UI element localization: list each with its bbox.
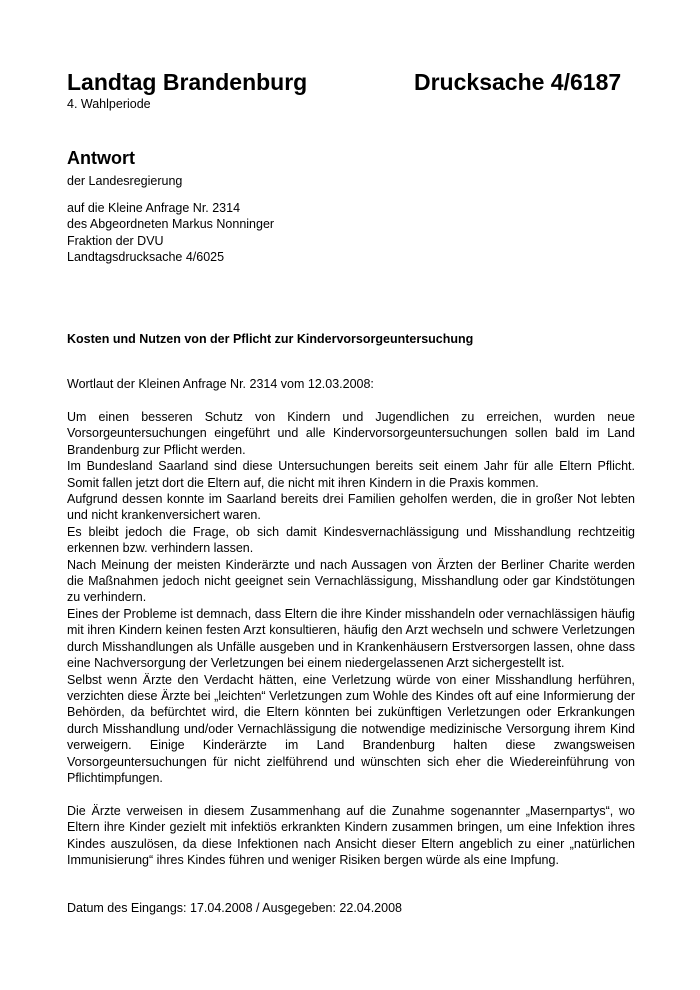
receipt-date-line: Datum des Eingangs: 17.04.2008 / Ausgegeben: 22.04.2008 (67, 901, 402, 915)
body-paragraph: Es bleibt jedoch die Frage, ob sich damit Kindesvernachlässigung und Misshandlung rechtzeitig erkennen bzw. verhindern lassen. (67, 524, 635, 556)
closing-paragraph: Die Ärzte verweisen in diesem Zusammenhang auf die Zunahme sogenannter „Masernpartys“, wo Eltern ihre Kinder gezielt mit infektiös erkrankten Kindern zusammen bringen, um eine Infektion ihres Kindes auszulösen, da diese Infektionen nach Ansicht dieser Eltern angeblich zu einer „natürlichen Immunisierung“ ihres Kindes führen und weniger Risiken bergen würde als eine Impfung. (67, 803, 635, 867)
answer-title: Antwort (67, 148, 135, 168)
body-paragraph: Eines der Probleme ist demnach, dass Eltern die ihre Kinder misshandeln oder vernachlässigen häufig mit ihren Kindern keinen festen Arzt konsultieren, häufig den Arzt wechseln und schwere Verletzungen durch Misshandlungen als Unfälle ausgeben und in Krankenhäusern Erstversorgen lassen, ohne dass eine Nachversorgung der Verletzungen bei einem niedergelassenen Arzt sichergestellt ist. (67, 606, 635, 671)
institution-title: Landtag Brandenburg (67, 69, 308, 95)
body-paragraph: Um einen besseren Schutz von Kindern und Jugendlichen zu erreichen, wurden neue Vorsorgeuntersuchungen eingeführt und alle Kindervorsorgeuntersuchungen sollen bald im Land Brandenburg zur Pflicht werden. (67, 410, 635, 457)
header-left (67, 68, 307, 112)
inquiry-line: des Abgeordneten Markus Nonninger (67, 217, 275, 232)
election-period: 4. Wahlperiode (67, 97, 151, 111)
inquiry-body (67, 409, 635, 868)
wording-intro: Wortlaut der Kleinen Anfrage Nr. 2314 vom 12.03.2008: (67, 377, 374, 391)
inquiry-reference (67, 200, 274, 266)
document-number: Drucksache 4/6187 (414, 69, 622, 95)
body-paragraph: Selbst wenn Ärzte den Verdacht hätten, eine Verletzung würde von einer Misshandlung herführen, verzichten diese Ärzte bei „leichten“ Verletzungen zum Wohle des Kindes oft auf eine Informierung der Behörden, da befürchtet wird, die Eltern könnten bei zukünftigen Verletzungen oder Erkrankungen durch Misshandlung und/oder Vernachlässigung die notwendige medizinische Versorgung ihrem Kind verweigern. Einige Kinderärzte im Land Brandenburg halten diese zwangsweisen Vorsorgeuntersuchungen für nicht zielführend und wünschten sich eher die Wiedereinführung von Pflichtimpfungen. (67, 672, 635, 785)
inquiry-line: Fraktion der DVU (67, 233, 164, 248)
answer-subtitle: der Landesregierung (67, 174, 183, 188)
inquiry-line: Landtagsdrucksache 4/6025 (67, 250, 225, 265)
subject-heading: Kosten und Nutzen von der Pflicht zur Kindervorsorgeuntersuchung (67, 332, 474, 346)
inquiry-line: auf die Kleine Anfrage Nr. 2314 (67, 201, 241, 215)
body-paragraph: Im Bundesland Saarland sind diese Untersuchungen bereits seit einem Jahr für alle Eltern Pflicht. Somit fallen jetzt dort die Eltern auf, die nicht mit ihren Kindern in die Praxis kommen. (67, 459, 635, 490)
body-paragraph: Aufgrund dessen konnte im Saarland bereits drei Familien geholfen werden, die in großer Not lebten und nicht krankenversichert waren. (67, 492, 635, 523)
body-paragraph: Nach Meinung der meisten Kinderärzte und nach Aussagen von Ärzten der Berliner Charite werden die Maßnahmen jedoch nicht geeignet sein Vernachlässigung, Misshandlung oder gar Kindstötungen zu verhindern. (67, 557, 635, 605)
answer-block (67, 146, 182, 189)
